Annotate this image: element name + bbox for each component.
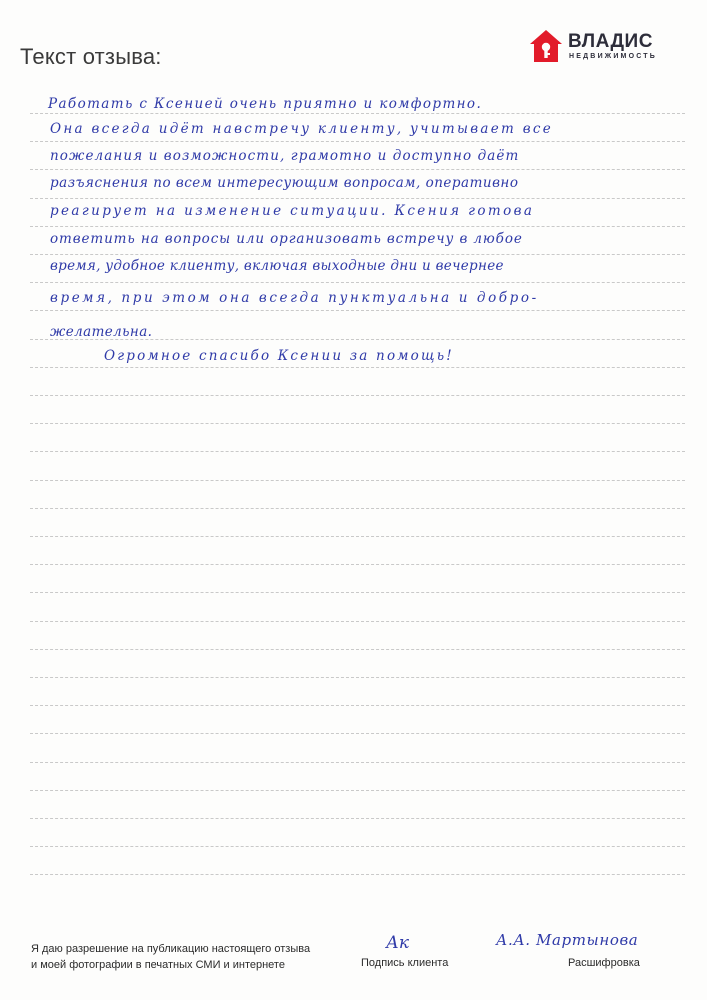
review-line: пожелания и возможности, грамотно и доступно даёт xyxy=(50,148,520,164)
review-line: ответить на вопросы или организовать встречу в любое xyxy=(50,231,523,247)
review-line: реагирует на изменение ситуации. Ксения готова xyxy=(50,203,535,219)
signature-label: Подпись клиента xyxy=(361,957,449,969)
consent-text xyxy=(31,941,310,973)
signature-decoding-value: А.А. Мартынова xyxy=(496,931,639,949)
logo-name: ВЛАДИС xyxy=(568,31,653,52)
client-signature: Ак xyxy=(386,933,410,953)
review-line: время, удобное клиенту, включая выходные дни и вечернее xyxy=(50,258,504,274)
consent-line: и моей фотографии в печатных СМИ и интернете xyxy=(31,959,285,971)
review-line: Работать с Ксенией очень приятно и комфортно. xyxy=(48,96,483,112)
review-line: Огромное спасибо Ксении за помощь! xyxy=(104,348,454,364)
decoding-label: Расшифровка xyxy=(568,957,640,969)
review-line: желательна. xyxy=(50,324,153,340)
logo-subtitle: НЕДВИЖИМОСТЬ xyxy=(569,53,658,60)
review-line: время, при этом она всегда пунктуальна и добро- xyxy=(50,290,539,306)
review-line: разъяснения по всем интересующим вопросам, оперативно xyxy=(50,175,519,191)
consent-line: Я даю разрешение на публикацию настоящего отзыва xyxy=(31,943,311,955)
review-line: Она всегда идёт навстречу клиенту, учитывает все xyxy=(50,121,554,137)
page-title: Текст отзыва: xyxy=(20,44,162,69)
